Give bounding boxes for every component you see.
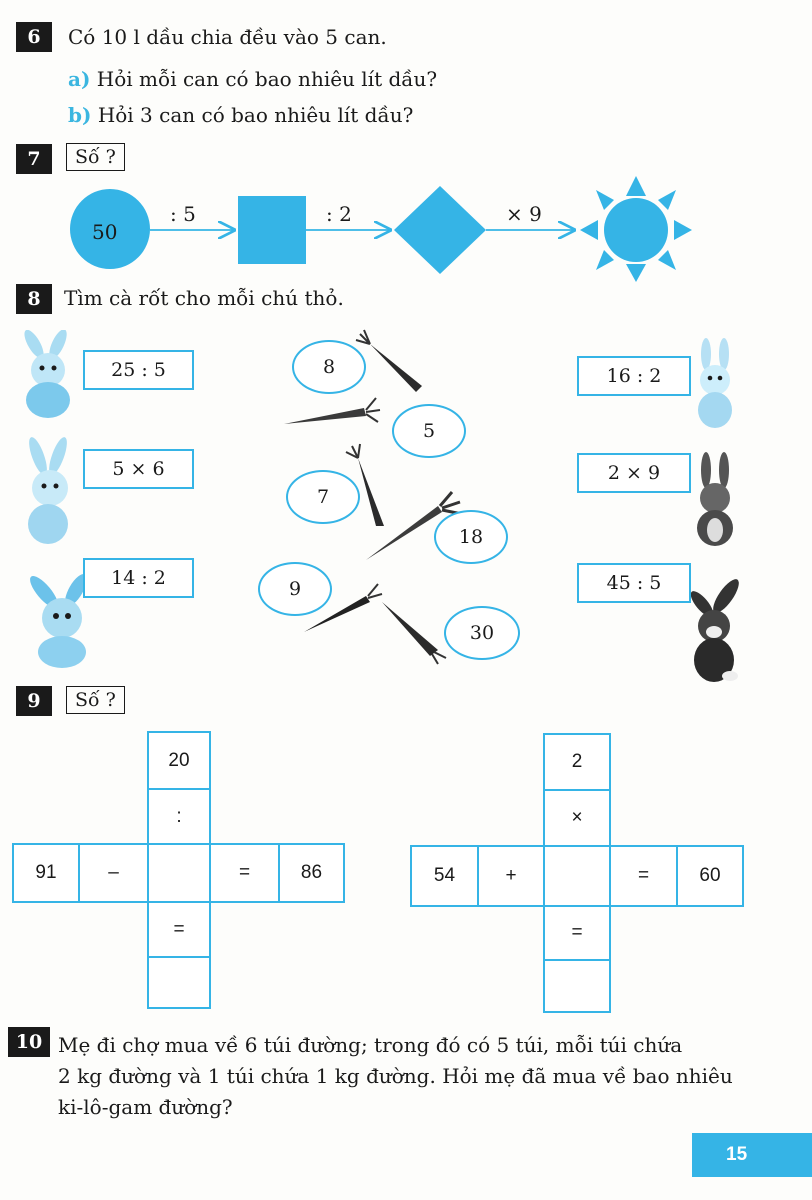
rabbit-expression-left-3: 14 : 2 [83,558,194,598]
right-cross-a: 54 [410,845,479,907]
question-6a-label: a) [68,67,91,91]
question-6b-text: Hỏi 3 can có bao nhiêu lít dầu? [97,103,414,127]
question-6b [68,103,413,127]
rabbit-right-2-icon [686,452,746,548]
page-number: 15 [692,1133,812,1177]
question-8-number: 8 [16,284,52,314]
operation-2: : 2 [326,202,352,226]
carrot-value-9[interactable]: 9 [258,562,332,616]
question-6a-text: Hỏi mỗi can có bao nhiêu lít dầu? [96,67,438,91]
operation-1: : 5 [170,202,196,226]
answer-sun[interactable] [580,176,692,282]
question-10-line-1: Mẹ đi chợ mua về 6 túi đường; trong đó có 5 túi, mỗi túi chứa [58,1033,683,1057]
question-6b-label: b) [68,103,92,127]
left-cross-center[interactable] [147,843,211,903]
start-value: 50 [92,220,118,244]
question-10-number: 10 [8,1027,50,1057]
left-cross-eq: = [209,843,280,903]
rabbit-left-1-icon [14,330,86,420]
question-8-text: Tìm cà rốt cho mỗi chú thỏ. [64,286,344,310]
right-cross-op-vertical: × [543,789,611,847]
rabbit-left-2-icon [14,436,86,548]
right-cross-bottom[interactable] [543,959,611,1013]
question-7-number: 7 [16,144,52,174]
right-cross-top: 2 [543,733,611,791]
left-cross-top: 20 [147,731,211,790]
answer-diamond[interactable] [394,186,486,274]
right-cross-center[interactable] [543,845,611,907]
rabbit-expression-right-2: 2 × 9 [577,453,691,493]
question-6a [68,67,437,91]
carrot-value-7[interactable]: 7 [286,470,360,524]
operation-3: × 9 [506,202,542,226]
rabbit-right-1-icon [686,338,746,430]
carrot-8-icon [356,330,422,392]
number-chain-diagram [0,170,812,285]
left-cross-a: 91 [12,843,80,903]
question-10-line-3: ki-lô-gam đường? [58,1095,233,1119]
left-cross-op: – [78,843,149,903]
right-cross-result: 60 [676,845,744,907]
left-cross-op-vertical: : [147,788,211,846]
carrot-value-5[interactable]: 5 [392,404,466,458]
right-cross-eq: = [609,845,678,907]
question-9-number: 9 [16,686,52,716]
rabbit-expression-right-1: 16 : 2 [577,356,691,396]
question-7-prompt: Số ? [66,143,125,171]
question-9-prompt: Số ? [66,686,125,714]
carrot-30-icon [382,602,446,664]
question-10-text [58,1030,778,1123]
answer-square[interactable] [238,196,306,264]
right-cross-eq-vertical: = [543,905,611,961]
rabbit-expression-right-3: 45 : 5 [577,563,691,603]
left-cross-bottom[interactable] [147,956,211,1009]
rabbit-expression-left-2: 5 × 6 [83,449,194,489]
left-cross-result: 86 [278,843,345,903]
question-6-number: 6 [16,22,52,52]
carrot-value-30[interactable]: 30 [444,606,520,660]
carrot-value-18[interactable]: 18 [434,510,508,564]
question-10-line-2: 2 kg đường và 1 túi chứa 1 kg đường. Hỏi mẹ đã mua về bao nhiêu [58,1064,733,1088]
right-cross-op: + [477,845,545,907]
rabbit-expression-left-1: 25 : 5 [83,350,194,390]
left-cross-eq-vertical: = [147,901,211,958]
carrot-value-8[interactable]: 8 [292,340,366,394]
carrot-5-icon [284,398,380,424]
question-6-text: Có 10 l dầu chia đều vào 5 can. [68,25,387,49]
